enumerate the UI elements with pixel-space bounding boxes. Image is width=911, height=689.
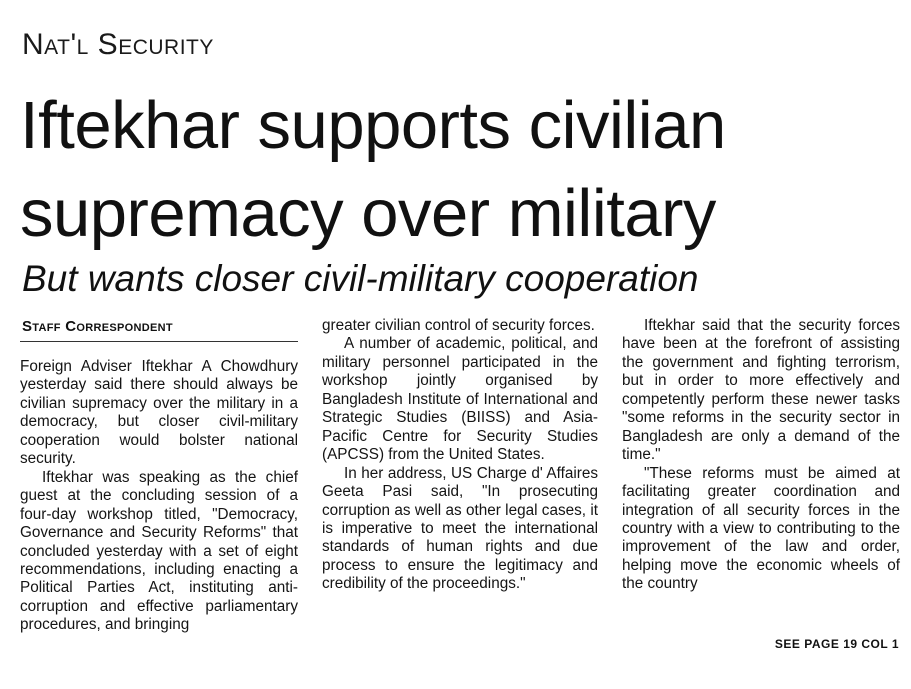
article-column-2 xyxy=(322,317,598,594)
article-column-1 xyxy=(20,358,298,635)
section-kicker: Nat'l Security xyxy=(22,28,214,61)
paragraph: Iftekhar was speaking as the chief guest at the concluding session of a four-day workshop titled, "Democracy, Governance and Security Reforms" that concluded yesterday with a set of eight recommendations, including enacting a Political Parties Act, instituting anti-corruption and effective parliamentary procedures, and bringing xyxy=(20,468,298,634)
paragraph: greater civilian control of security forces. xyxy=(322,317,595,334)
continued-on-jump: SEE PAGE 19 COL 1 xyxy=(774,637,899,651)
article-column-3 xyxy=(622,317,900,594)
paragraph: Iftekhar said that the security forces have been at the forefront of assisting the government and fighting terrorism, but in order to more effectively and competently perform these newer tasks "some reforms in the security sector in Bangladesh are only a demand of the time." xyxy=(622,317,900,464)
paragraph: "These reforms must be aimed at facilitating greater coordination and integration of all security forces in the country with a view to contributing to the improvement of the law and order, helping move the economic wheels of the country xyxy=(622,464,900,593)
paragraph: In her address, US Charge d' Affaires Geeta Pasi said, "In prosecuting corruption as well as other legal cases, it is imperative to meet the international standards of human rights and due process to ensure the legitimacy and credibility of the proceedings." xyxy=(322,464,598,593)
headline: Iftekhar supports civilian supremacy over military xyxy=(20,88,726,251)
byline: Staff Correspondent xyxy=(22,318,173,335)
byline-rule xyxy=(20,341,298,342)
subheadline: But wants closer civil-military cooperation xyxy=(22,258,699,299)
paragraph: A number of academic, political, and military personnel participated in the workshop jointly organised by Bangladesh Institute of International and Strategic Studies (BIISS) and Asia-Pacific Centre for Security Studies (APCSS) from the United States. xyxy=(322,335,598,464)
paragraph: Foreign Adviser Iftekhar A Chowdhury yesterday said there should always be civilian supremacy over the military in a democracy, but closer civil-military cooperation would bolster national security. xyxy=(20,358,298,468)
